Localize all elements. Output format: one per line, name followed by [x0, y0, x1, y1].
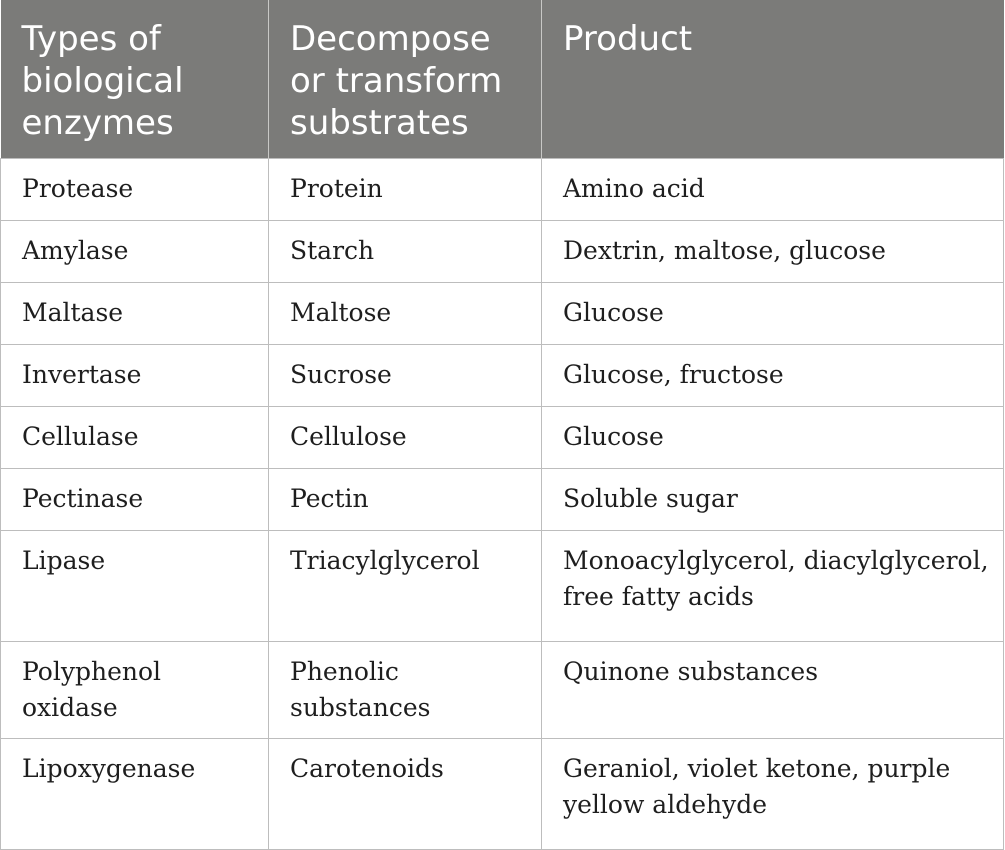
cell-product: Glucose: [542, 283, 1004, 345]
table-row: [1, 283, 1004, 345]
table-header: [1, 0, 1004, 159]
cell-substrate: Starch: [269, 221, 542, 283]
table-row: [1, 345, 1004, 407]
cell-product: Geraniol, violet ketone, purple yellow aldehyde: [542, 739, 1004, 850]
header-row: [1, 0, 1004, 159]
cell-product: Quinone substances: [542, 642, 1004, 739]
cell-product: Glucose, fructose: [542, 345, 1004, 407]
cell-enzyme: Maltase: [1, 283, 269, 345]
table-body: [1, 159, 1004, 850]
table-row: [1, 739, 1004, 850]
cell-enzyme: Protease: [1, 159, 269, 221]
cell-product: Dextrin, maltose, glucose: [542, 221, 1004, 283]
cell-product: Monoacylglycerol, diacylglycerol, free fatty acids: [542, 531, 1004, 642]
table-row: [1, 407, 1004, 469]
cell-substrate: Phenolic substances: [269, 642, 542, 739]
cell-enzyme: Lipoxygenase: [1, 739, 269, 850]
cell-substrate: Carotenoids: [269, 739, 542, 850]
cell-product: Glucose: [542, 407, 1004, 469]
cell-product: Soluble sugar: [542, 469, 1004, 531]
cell-enzyme: Amylase: [1, 221, 269, 283]
table-row: [1, 469, 1004, 531]
cell-substrate: Cellulose: [269, 407, 542, 469]
cell-substrate: Sucrose: [269, 345, 542, 407]
header-enzyme-types: Types of biological enzymes: [1, 0, 269, 159]
cell-substrate: Maltose: [269, 283, 542, 345]
table-row: [1, 531, 1004, 642]
header-product: Product: [542, 0, 1004, 159]
cell-enzyme: Lipase: [1, 531, 269, 642]
cell-product: Amino acid: [542, 159, 1004, 221]
cell-enzyme: Polyphenol oxidase: [1, 642, 269, 739]
cell-enzyme: Pectinase: [1, 469, 269, 531]
cell-substrate: Triacylglycerol: [269, 531, 542, 642]
table-row: [1, 642, 1004, 739]
cell-substrate: Pectin: [269, 469, 542, 531]
cell-enzyme: Invertase: [1, 345, 269, 407]
cell-enzyme: Cellulase: [1, 407, 269, 469]
table-row: [1, 159, 1004, 221]
cell-substrate: Protein: [269, 159, 542, 221]
header-substrates: Decompose or transform substrates: [269, 0, 542, 159]
table-row: [1, 221, 1004, 283]
